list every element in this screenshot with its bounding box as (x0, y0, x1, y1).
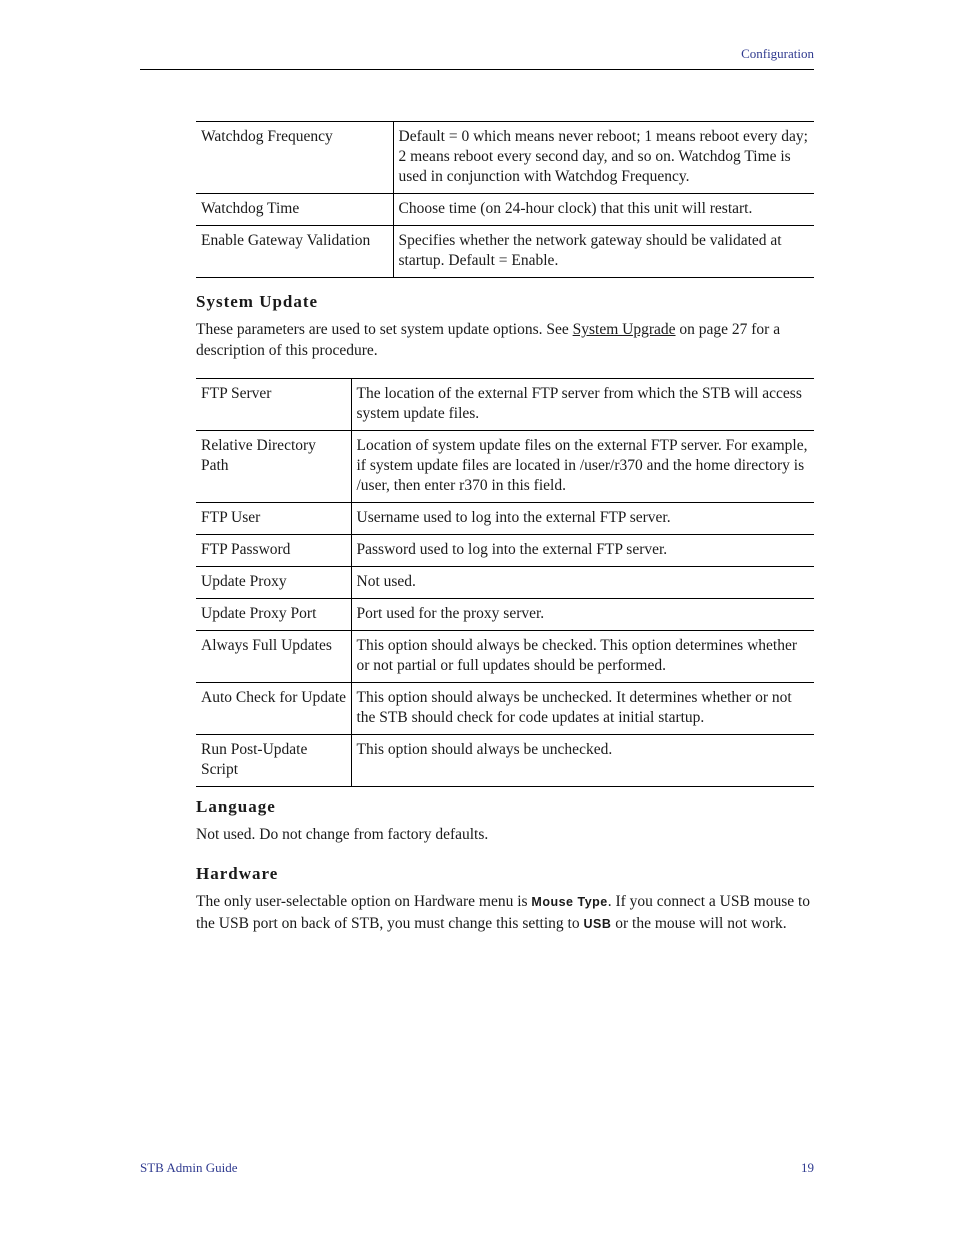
param-name: Watchdog Frequency (196, 122, 393, 194)
running-header: Configuration (741, 46, 814, 61)
table-row (196, 683, 814, 735)
usb-option: USB (583, 917, 612, 931)
param-name: FTP Password (196, 535, 351, 567)
param-desc: Not used. (351, 567, 814, 599)
table-row (196, 226, 814, 278)
system-update-table (196, 378, 814, 787)
hardware-text (196, 891, 814, 935)
param-name: Update Proxy (196, 567, 351, 599)
param-desc: Specifies whether the network gateway should be validated at startup. Default = Enable. (393, 226, 814, 278)
param-name: Run Post-Update Script (196, 735, 351, 787)
intro-text: These parameters are used to set system update options. See (196, 321, 573, 338)
hardware-heading: Hardware (196, 864, 279, 883)
watchdog-table-wrapper (196, 121, 814, 278)
language-text: Not used. Do not change from factory defaults. (196, 826, 489, 843)
intro-text-end: on page 27 for a description of this procedure. (196, 321, 781, 359)
hardware-text-b: . If you connect a USB mouse to the USB port on back of STB, you must change this setting to (196, 893, 811, 932)
param-desc: This option should always be unchecked. (351, 735, 814, 787)
page-number: 19 (801, 1160, 814, 1175)
table-row (196, 631, 814, 683)
table-row (196, 567, 814, 599)
table-row (196, 735, 814, 787)
table-row (196, 379, 814, 431)
watchdog-table (196, 121, 814, 278)
table-row (196, 194, 814, 226)
param-desc: Port used for the proxy server. (351, 599, 814, 631)
param-desc: Location of system update files on the external FTP server. For example, if system update files are located in /user/r370 and the home directory is /user, then enter r370 in this field. (351, 431, 814, 503)
table-row (196, 535, 814, 567)
param-desc: The location of the external FTP server from which the STB will access system update files. (351, 379, 814, 431)
param-name: Enable Gateway Validation (196, 226, 393, 278)
table-row (196, 431, 814, 503)
param-desc: Username used to log into the external FTP server. (351, 503, 814, 535)
table-row (196, 599, 814, 631)
mouse-type-option: Mouse Type (531, 895, 608, 909)
header-rule (140, 69, 814, 70)
param-desc: Default = 0 which means never reboot; 1 means reboot every day; 2 means reboot every second day, and so on. Watchdog Time is used in conjunction with Watchdog Frequency. (393, 122, 814, 194)
param-desc: Choose time (on 24-hour clock) that this unit will restart. (393, 194, 814, 226)
param-desc: This option should always be unchecked. It determines whether or not the STB should check for code updates at initial startup. (351, 683, 814, 735)
table-row (196, 122, 814, 194)
hardware-text-c: or the mouse will not work. (611, 915, 787, 932)
system-update-table-wrapper (196, 378, 814, 787)
system-upgrade-link[interactable]: System Upgrade (572, 321, 676, 338)
param-name: Watchdog Time (196, 194, 393, 226)
system-update-intro (196, 319, 814, 361)
param-name: Relative Directory Path (196, 431, 351, 503)
footer-title: STB Admin Guide (140, 1160, 238, 1175)
param-desc: This option should always be checked. This option determines whether or not partial or full updates should be performed. (351, 631, 814, 683)
hardware-text-a: The only user-selectable option on Hardware menu is (196, 893, 532, 910)
param-name: Auto Check for Update (196, 683, 351, 735)
table-row (196, 503, 814, 535)
language-heading: Language (196, 797, 276, 816)
param-desc: Password used to log into the external FTP server. (351, 535, 814, 567)
param-name: FTP Server (196, 379, 351, 431)
param-name: FTP User (196, 503, 351, 535)
param-name: Always Full Updates (196, 631, 351, 683)
param-name: Update Proxy Port (196, 599, 351, 631)
system-update-heading: System Update (196, 292, 319, 311)
